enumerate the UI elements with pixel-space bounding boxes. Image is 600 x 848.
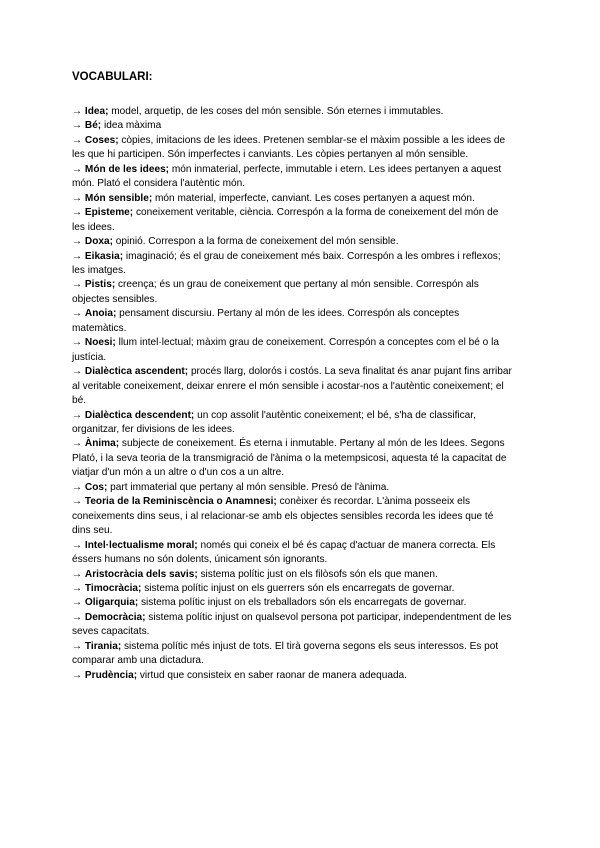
arrow-icon: →: [72, 496, 83, 508]
vocabulary-entry: [72, 250, 512, 279]
arrow-icon: →: [72, 438, 83, 450]
vocabulary-entry: [72, 596, 512, 610]
entry-definition: sistema polític just on els filòsofs són els que manen.: [197, 568, 438, 580]
entry-definition: còpies, imitacions de les idees. Pretenen semblar-se el màxim possible a les idees de les que hi participen. Són imperfectes i canviants. Les còpies pertanyen al món sensible.: [72, 134, 506, 161]
entry-definition: procés llarg, dolorós i costós. La seva finalitat és anar pujant fins arribar al veritable coneixement, deixar enrere el món sensible i acostar-nos a l'autèntic coneixement; el bé.: [72, 366, 512, 407]
vocabulary-entry: [72, 119, 512, 133]
vocabulary-entry: [72, 307, 512, 336]
vocabulary-entry: [72, 105, 512, 119]
entry-definition: món material, imperfecte, canviant. Les coses pertanyen a aquest món.: [152, 192, 475, 204]
entry-definition: imaginació; és el grau de coneixement més baix. Correspón a les ombres i reflexos; les imatges.: [72, 250, 501, 276]
entry-definition: pensament discursiu. Pertany al món de les idees. Correspón als conceptes matemàtics.: [72, 308, 460, 334]
vocabulary-entry: [72, 568, 512, 582]
arrow-icon: →: [72, 409, 83, 421]
entry-definition: creença; és un grau de coneixement que pertany al món sensible. Correspón als objectes sensibles.: [72, 279, 479, 305]
entry-term: Oligarquia;: [84, 597, 139, 609]
entry-term: Timocràcia;: [84, 582, 142, 594]
entry-definition: sistema polític injust on els guerrers són els encarregats de governar.: [141, 582, 455, 594]
arrow-icon: →: [72, 337, 83, 349]
arrow-icon: →: [72, 582, 83, 594]
arrow-icon: →: [72, 163, 83, 175]
vocabulary-entry: [72, 134, 512, 163]
arrow-icon: →: [72, 236, 83, 248]
arrow-icon: →: [72, 568, 83, 580]
arrow-icon: →: [72, 134, 83, 146]
vocabulary-entry: [72, 640, 512, 669]
entry-term: Ànima;: [84, 438, 120, 450]
entry-definition: opinió. Correspon a la forma de coneixement del món sensible.: [112, 236, 399, 248]
entry-definition: sistema polític injust on els treballadors són els encarregats de governar.: [138, 597, 467, 609]
entry-definition: només qui coneix el bé és capaç d'actuar de manera correcta. Els éssers humans no són dolents, únicament són ignorants.: [72, 539, 496, 566]
entry-definition: coneixement veritable, ciència. Correspón a la forma de coneixement del món de les idees.: [72, 207, 499, 233]
vocabulary-entry: [72, 192, 512, 206]
entry-term: Tirania;: [84, 640, 122, 652]
entry-definition: idea màxima: [101, 120, 162, 132]
entry-term: Món sensible;: [84, 192, 153, 204]
entry-term: Món de les idees;: [84, 163, 170, 175]
entry-definition: sistema polític més injust de tots. El tirà governa segons els seus interessos. Es pot comparar amb una dictadura.: [72, 640, 499, 667]
arrow-icon: →: [72, 279, 83, 291]
entry-term: Bé;: [84, 120, 102, 132]
entry-term: Prudència;: [84, 669, 138, 681]
arrow-icon: →: [72, 250, 83, 262]
vocabulary-entry: [72, 611, 512, 640]
vocabulary-entry: [72, 336, 512, 365]
arrow-icon: →: [72, 308, 83, 320]
entry-definition: llum intel·lectual; màxim grau de coneixement. Correspón a conceptes com el bé o la justícia.: [72, 337, 499, 363]
entry-definition: model, arquetip, de les coses del món sensible. Són eternes i immutables.: [108, 106, 444, 117]
entry-term: Aristocràcia dels savis;: [84, 568, 198, 580]
entry-term: Doxa;: [84, 236, 113, 248]
entry-term: Dialèctica descendent;: [84, 409, 195, 421]
entry-definition: virtud que consisteix en saber raonar de manera adequada.: [137, 669, 407, 681]
entry-term: Dialèctica ascendent;: [84, 366, 189, 378]
arrow-icon: →: [72, 611, 83, 623]
entry-term: Idea;: [84, 106, 109, 117]
arrow-icon: →: [72, 366, 83, 378]
entry-definition: un cop assolit l'autèntic coneixement; el bé, s'ha de classificar, organitzar, fer divisions de les idees.: [72, 409, 476, 435]
vocabulary-entry: [72, 669, 512, 683]
arrow-icon: →: [72, 597, 83, 609]
entry-term: Episteme;: [84, 207, 134, 219]
vocabulary-entry: [72, 582, 512, 596]
entry-term: Pistis;: [84, 279, 116, 291]
entry-definition: subjecte de coneixement. És eterna i inmutable. Pertany al món de les Idees. Segons Plató, i la seva teoria de la transmigració de l'ànima o la metempsicosi, aquesta té la capacitat de viatjar d'un món a un altre o d'un cos a un altre.: [72, 438, 507, 479]
vocabulary-entry: [72, 437, 512, 480]
vocabulary-entry: [72, 163, 512, 192]
entry-term: Intel·lectualisme moral;: [84, 539, 198, 551]
entry-definition: part immaterial que pertany al món sensible. Presó de l'ànima.: [107, 481, 390, 493]
arrow-icon: →: [72, 106, 83, 117]
arrow-icon: →: [72, 669, 83, 681]
vocabulary-entry: [72, 206, 512, 235]
document-title: VOCABULARI:: [72, 71, 153, 83]
arrow-icon: →: [72, 120, 83, 132]
entry-term: Teoria de la Reminiscència o Anamnesi;: [84, 496, 277, 508]
entry-term: Democràcia;: [84, 611, 146, 623]
document-page: [72, 70, 512, 683]
vocabulary-entry: [72, 365, 512, 408]
vocabulary-entry: [72, 235, 512, 249]
arrow-icon: →: [72, 640, 83, 652]
arrow-icon: →: [72, 481, 83, 493]
vocabulary-entry: [72, 495, 512, 538]
entry-term: Anoia;: [84, 308, 117, 320]
vocabulary-entry: [72, 409, 512, 438]
arrow-icon: →: [72, 192, 83, 204]
entry-term: Noesi;: [84, 337, 116, 349]
entry-term: Coses;: [84, 134, 119, 146]
vocabulary-entry: [72, 539, 512, 568]
vocabulary-entry: [72, 278, 512, 307]
vocabulary-list: [72, 105, 512, 683]
entry-definition: món inmaterial, perfecte, immutable i etern. Les idees pertanyen a aquest món. Plató el considera l'autèntic món.: [72, 163, 502, 190]
arrow-icon: →: [72, 207, 83, 219]
entry-term: Eikasia;: [84, 250, 124, 262]
vocabulary-entry: [72, 481, 512, 495]
entry-definition: sistema polític injust on qualsevol persona pot participar, independentment de les seves capacitats.: [72, 611, 512, 638]
entry-definition: conèixer és recordar. L'ànima posseeix els coneixements dins seus, i al relacionar-se amb els objectes sensibles recorda les idees que té dins seu.: [72, 496, 494, 537]
arrow-icon: →: [72, 539, 83, 551]
entry-term: Cos;: [84, 481, 108, 493]
